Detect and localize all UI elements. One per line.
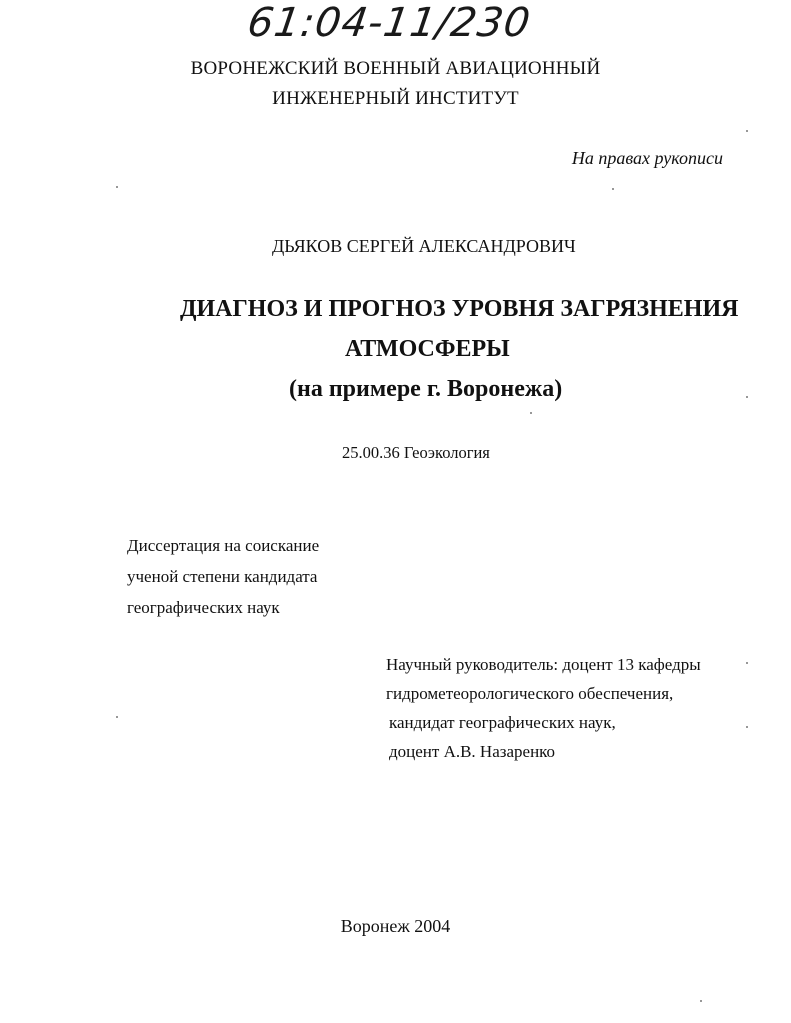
institute-name-line-1: ВОРОНЕЖСКИЙ ВОЕННЫЙ АВИАЦИОННЫЙ <box>190 58 601 79</box>
institute-name-line-2: ИНЖЕНЕРНЫЙ ИНСТИТУТ <box>272 88 519 109</box>
author-name: ДЬЯКОВ СЕРГЕЙ АЛЕКСАНДРОВИЧ <box>272 236 576 256</box>
scan-speck <box>700 1000 702 1002</box>
dissertation-line-2: ученой степени кандидата <box>127 567 318 586</box>
dissertation-line-1: Диссертация на соискание <box>127 536 320 555</box>
scan-speck <box>530 412 532 414</box>
scan-speck <box>746 662 748 664</box>
scan-speck <box>746 130 748 132</box>
title-line-2: АТМОСФЕРЫ <box>345 336 510 362</box>
handwritten-archive-code: 61:04-11/230 <box>244 0 534 46</box>
city-and-year: Воронеж 2004 <box>340 916 451 936</box>
scan-speck <box>746 726 748 728</box>
scan-speck <box>116 186 118 188</box>
supervisor-line-1: Научный руководитель: доцент 13 кафедры <box>386 655 701 674</box>
manuscript-rights-note: На правах рукописи <box>571 148 723 168</box>
dissertation-degree-block <box>127 530 319 623</box>
supervisor-line-3: кандидат географических наук, <box>389 713 616 732</box>
scan-speck <box>746 396 748 398</box>
dissertation-line-3: географических наук <box>127 598 280 617</box>
title-subtitle: (на примере г. Воронежа) <box>289 376 563 402</box>
scan-speck <box>116 716 118 718</box>
specialty-code: 25.00.36 Геоэкология <box>342 443 490 462</box>
supervisor-line-4: доцент А.В. Назаренко <box>389 742 556 761</box>
scan-speck <box>612 188 614 190</box>
supervisor-line-2: гидрометеорологического обеспечения, <box>386 684 674 703</box>
supervisor-block <box>386 650 701 766</box>
title-line-1: ДИАГНОЗ И ПРОГНОЗ УРОВНЯ ЗАГРЯЗНЕНИЯ <box>180 296 739 322</box>
